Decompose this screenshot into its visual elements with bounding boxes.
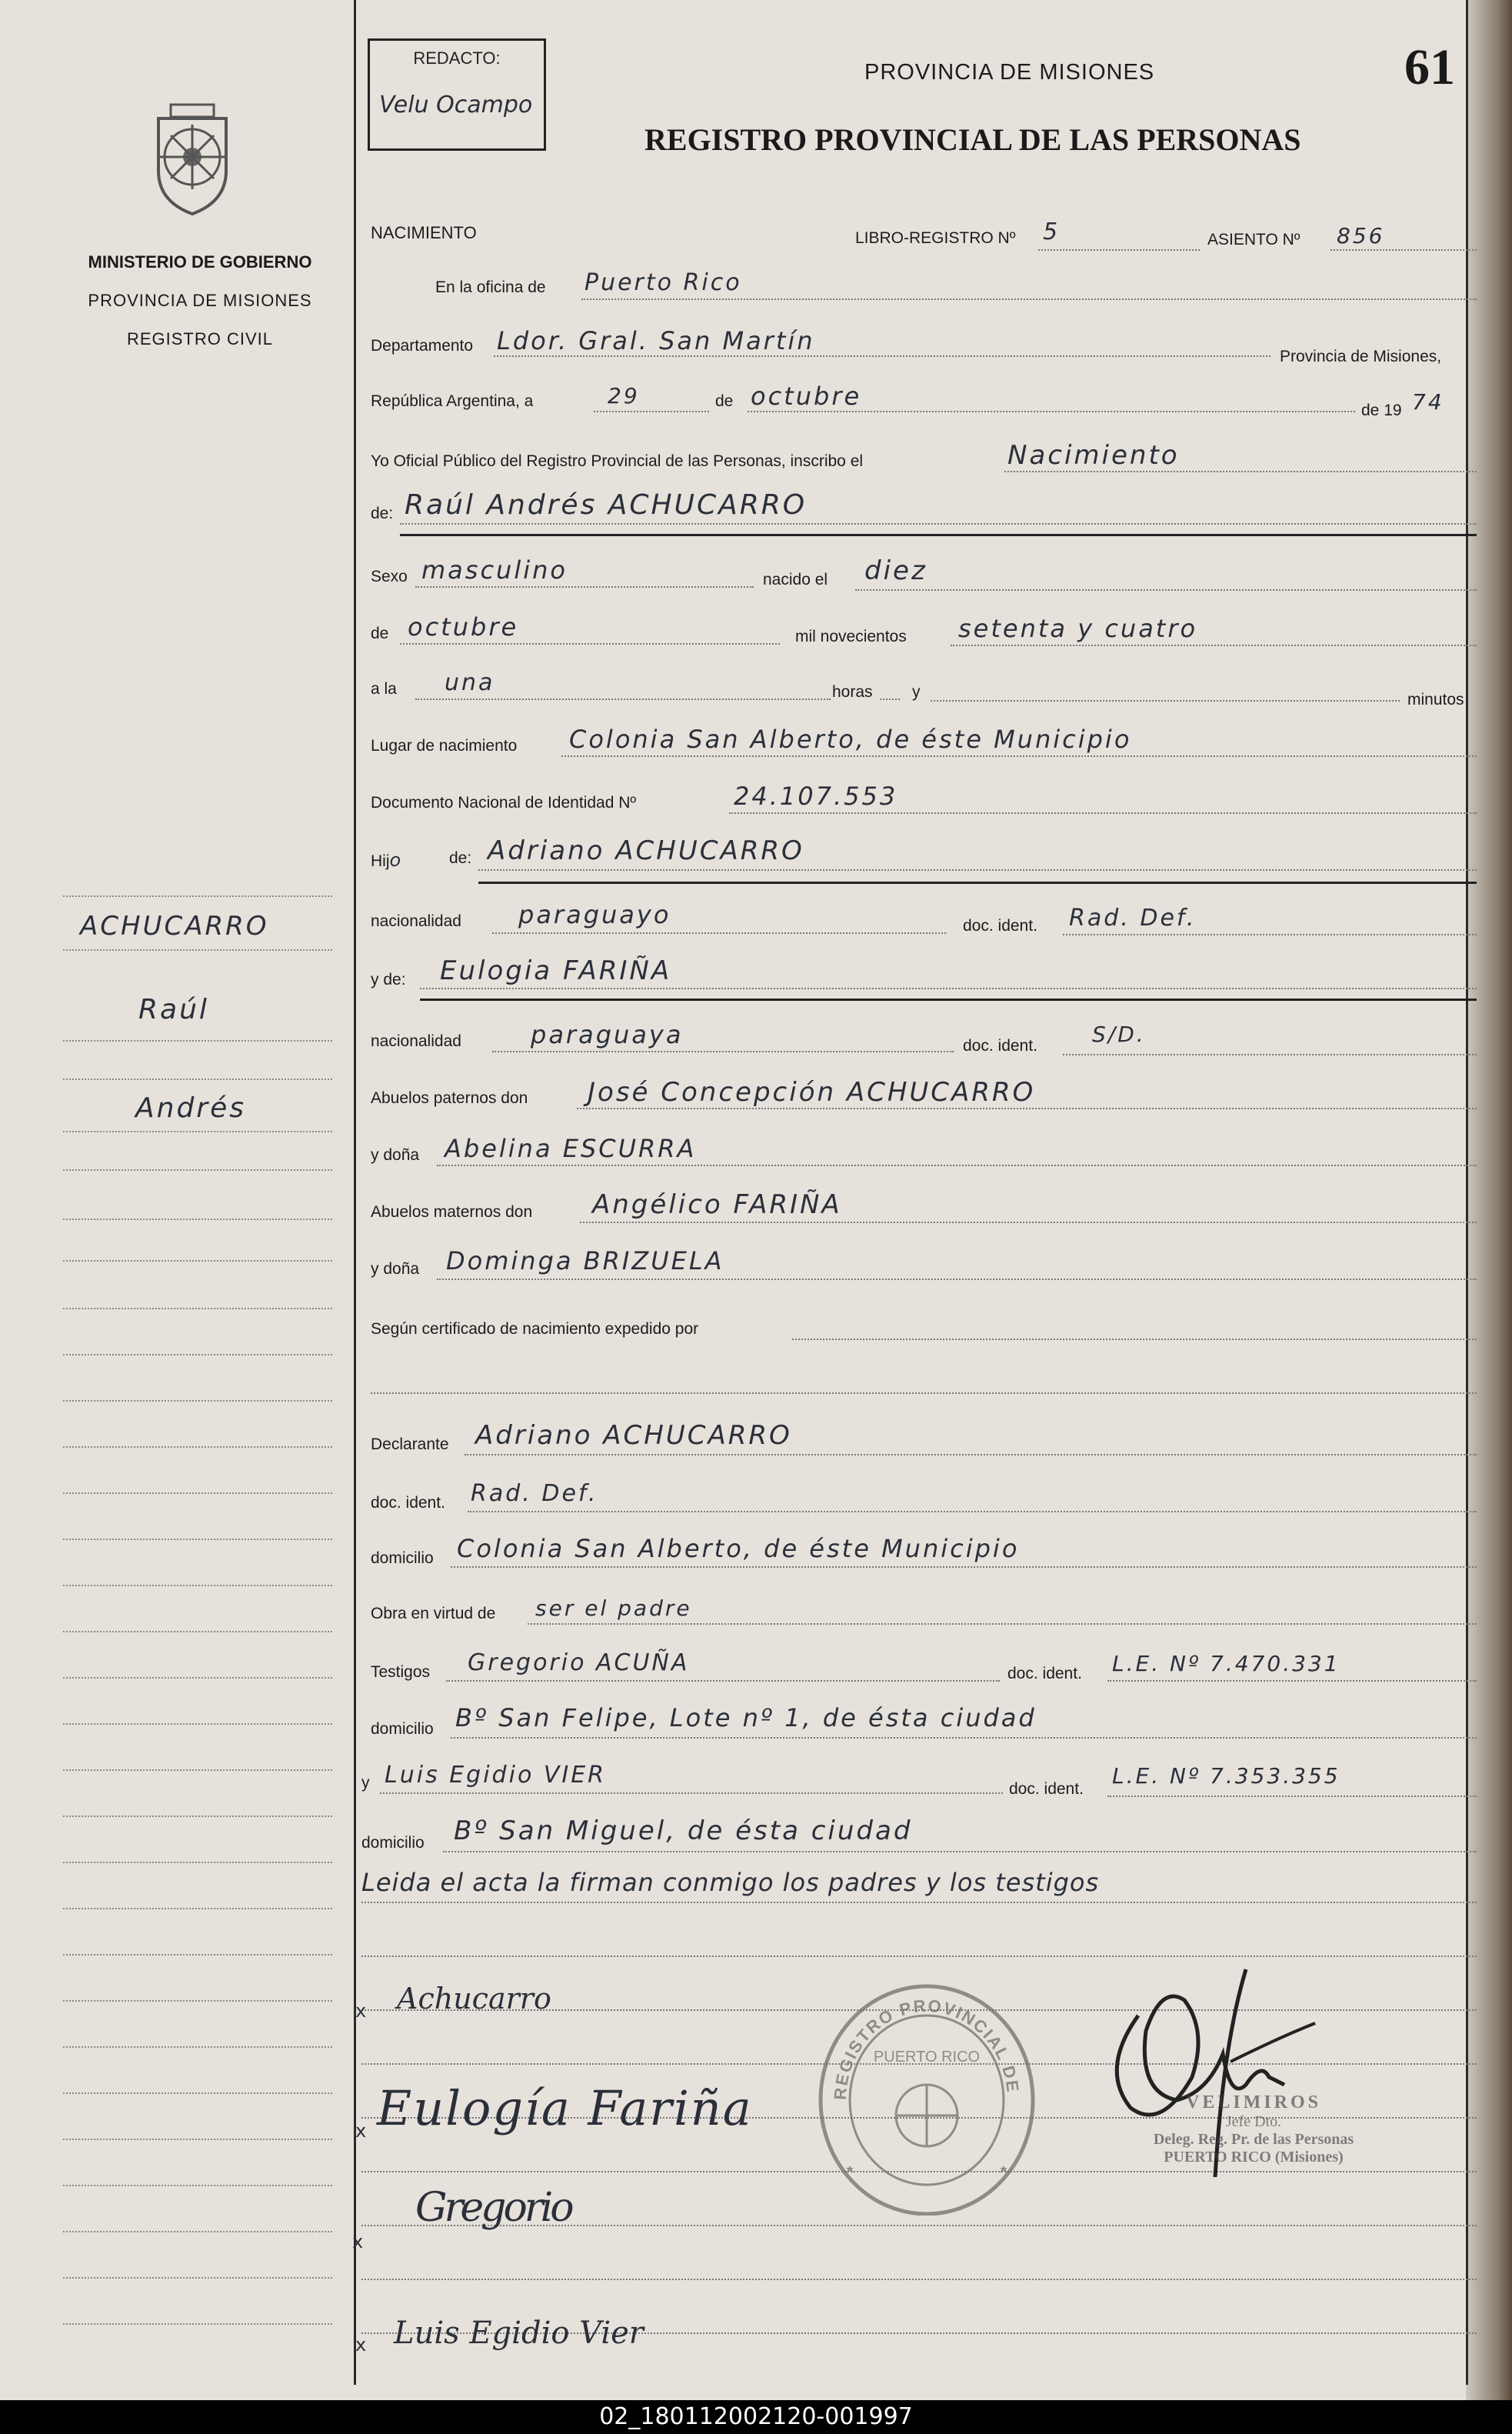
margin-line xyxy=(63,2000,332,2002)
testigo2-doc-line xyxy=(1107,1795,1477,1797)
redacto-signature: Velu Ocampo xyxy=(379,92,533,118)
a-la-label: a la xyxy=(371,680,397,698)
lugar-label: Lugar de nacimiento xyxy=(371,737,518,755)
margin-line xyxy=(63,1908,332,1909)
republica-label: República Argentina, a xyxy=(371,392,534,410)
y-dona-pat-label: y doña xyxy=(371,1146,420,1164)
domicilio-line xyxy=(451,1566,1477,1568)
ministry-province: PROVINCIA DE MISIONES xyxy=(88,291,312,310)
signature-1: Achucarro xyxy=(397,1982,551,2016)
testigo1-doc-line xyxy=(1107,1680,1477,1682)
margin-line xyxy=(63,1446,332,1448)
anio-letras-value: setenta y cuatro xyxy=(958,614,1198,643)
doc-padre-line xyxy=(1063,934,1477,935)
departamento-line xyxy=(494,355,1271,357)
y-dona-mat-label: y doña xyxy=(371,1260,420,1278)
dni-line xyxy=(729,812,1477,814)
redacto-box xyxy=(368,38,546,151)
leida-line xyxy=(361,1902,1477,1903)
testigo1-dom-line xyxy=(451,1737,1477,1739)
hora-line xyxy=(415,699,831,700)
testigo1-line xyxy=(446,1680,1000,1682)
abuela-pat-line xyxy=(437,1165,1477,1166)
doc-ident-testigo1-label: doc. ident. xyxy=(1007,1665,1082,1682)
nombre-dots xyxy=(400,523,1477,525)
margin-line xyxy=(63,1169,332,1171)
nacido-line xyxy=(855,589,1477,591)
domicilio-label: domicilio xyxy=(371,1549,434,1567)
doc-madre-value: S/D. xyxy=(1092,1022,1146,1047)
svg-text:REGISTRO PROVINCIAL DE LAS PER xyxy=(815,1977,1023,2100)
doc-ident-padre-label: doc. ident. xyxy=(963,917,1037,935)
margin-line xyxy=(63,2185,332,2186)
margin-line xyxy=(63,1040,332,1042)
abuela-pat-value: Abelina ESCURRA xyxy=(445,1134,697,1163)
hijo-de-label: de: xyxy=(449,849,472,867)
domicilio-value: Colonia San Alberto, de éste Municipio xyxy=(457,1534,1020,1563)
margin-line xyxy=(63,1308,332,1309)
madre-dots xyxy=(420,988,1477,989)
abuelo-pat-line xyxy=(577,1108,1477,1109)
hijo-label xyxy=(371,849,401,871)
de-mes-label: de xyxy=(371,625,389,642)
signature-4: Luis Egidio Vier xyxy=(394,2316,644,2351)
y-de-label: y de: xyxy=(371,971,406,989)
abuelos-paternos-label: Abuelos paternos don xyxy=(371,1089,528,1107)
mes-value: octubre xyxy=(751,382,862,411)
doc-madre-line xyxy=(1063,1054,1477,1055)
certificado-line-2 xyxy=(371,1392,1477,1394)
image-id-footer: 02_180112002120-001997 xyxy=(0,2400,1512,2434)
padre-dots xyxy=(478,869,1477,871)
abuela-mat-line xyxy=(437,1279,1477,1280)
right-border-line xyxy=(1466,0,1468,2385)
margin-line xyxy=(63,2139,332,2140)
madre-underline xyxy=(420,999,1477,1001)
doc-ident-declarante-label: doc. ident. xyxy=(371,1494,445,1512)
hijo-prefix: Hij xyxy=(371,852,390,870)
margin-line xyxy=(63,1539,332,1540)
nac-madre-line xyxy=(492,1051,954,1052)
margin-line xyxy=(63,1862,332,1863)
nac-madre-value: paraguaya xyxy=(531,1020,684,1049)
dni-label: Documento Nacional de Identidad Nº xyxy=(371,794,637,812)
margin-surname: ACHUCARRO xyxy=(80,911,269,942)
signature-2: Eulogía Fariña xyxy=(377,2080,753,2136)
abuela-mat-value: Dominga BRIZUELA xyxy=(446,1246,724,1275)
margin-line xyxy=(63,895,332,897)
signature-line xyxy=(361,2279,1477,2280)
certificado-line xyxy=(792,1339,1477,1340)
stamp-line-1: VELIMIROS xyxy=(1185,2092,1322,2112)
leida-value: Leida el acta la firman conmigo los padres y los testigos xyxy=(361,1868,1100,1897)
hijo-suffix: o xyxy=(389,849,401,871)
nac-padre-value: paraguayo xyxy=(518,900,671,929)
nacionalidad-madre-label: nacionalidad xyxy=(371,1032,461,1050)
testigo1-dom: Bº San Felipe, Lote nº 1, de ésta ciudad xyxy=(455,1703,1037,1732)
registry-heading: REGISTRO PROVINCIAL DE LAS PERSONAS xyxy=(644,122,1301,157)
nacido-value: diez xyxy=(864,555,928,586)
nac-padre-line xyxy=(492,932,946,934)
doc-padre-value: Rad. Def. xyxy=(1069,905,1197,932)
domicilio-testigo1-label: domicilio xyxy=(371,1720,434,1738)
lugar-line xyxy=(561,755,1477,757)
margin-line xyxy=(63,1723,332,1725)
declarante-label: Declarante xyxy=(371,1435,449,1453)
abuelos-maternos-label: Abuelos maternos don xyxy=(371,1203,533,1221)
signature-3: Gregorio xyxy=(415,2185,571,2231)
padre-value: Adriano ACHUCARRO xyxy=(488,835,804,866)
obra-label: Obra en virtud de xyxy=(371,1605,496,1622)
padre-underline xyxy=(478,882,1477,884)
nacionalidad-padre-label: nacionalidad xyxy=(371,912,461,930)
doc-ident-testigo2-label: doc. ident. xyxy=(1009,1780,1084,1798)
testigo2-value: Luis Egidio VIER xyxy=(385,1762,606,1789)
sexo-line xyxy=(415,586,754,588)
stamp-line-2: Jefe Dto. xyxy=(1225,2113,1282,2130)
margin-line xyxy=(63,1354,332,1355)
declarante-line xyxy=(465,1454,1477,1455)
mes-line xyxy=(748,411,1355,412)
hora-value: una xyxy=(445,669,495,696)
mes2-line xyxy=(400,643,780,645)
minutos-line xyxy=(931,700,1400,702)
oficina-label: En la oficina de xyxy=(435,278,546,296)
left-border-line xyxy=(354,0,356,2385)
obra-value: ser el padre xyxy=(535,1595,692,1621)
libro-value: 5 xyxy=(1043,218,1061,245)
redacto-label: REDACTO: xyxy=(413,48,501,68)
page-number: 61 xyxy=(1404,39,1455,95)
stamp-line-4: PUERTO RICO (Misiones) xyxy=(1164,2149,1344,2166)
margin-line xyxy=(63,2323,332,2325)
margin-name-1: Raúl xyxy=(138,994,209,1025)
margin-line xyxy=(63,1631,332,1632)
asiento-label: ASIENTO Nº xyxy=(1207,231,1301,248)
testigos-label: Testigos xyxy=(371,1663,431,1681)
declarante-value: Adriano ACHUCARRO xyxy=(475,1420,792,1451)
inscribo-value: Nacimiento xyxy=(1007,440,1180,471)
page-edge xyxy=(1466,0,1512,2400)
departamento-label: Departamento xyxy=(371,337,474,355)
y-horas-label: y xyxy=(912,683,921,701)
abuelo-mat-value: Angélico FARIÑA xyxy=(592,1189,842,1220)
margin-line xyxy=(63,1131,332,1132)
oficina-value: Puerto Rico xyxy=(584,269,742,296)
lugar-value: Colonia San Alberto, de éste Municipio xyxy=(569,725,1132,754)
ministry-registry: REGISTRO CIVIL xyxy=(126,329,274,348)
margin-line xyxy=(63,949,332,951)
asiento-line xyxy=(1330,249,1477,251)
x-mark-3: x xyxy=(352,2231,366,2252)
abuelo-mat-line xyxy=(580,1222,1477,1223)
asiento-value: 856 xyxy=(1337,223,1385,248)
anio-label: de 19 xyxy=(1361,402,1402,419)
margin-line xyxy=(63,2277,332,2279)
dia-line xyxy=(594,411,709,412)
dni-value: 24.107.553 xyxy=(734,782,898,811)
x-mark-1: x xyxy=(355,2000,369,2022)
official-stamp xyxy=(1107,2092,1400,2166)
sexo-value: masculino xyxy=(421,555,568,585)
nombre-value: Raúl Andrés ACHUCARRO xyxy=(405,489,808,521)
ministry-seal-icon xyxy=(148,102,237,217)
mes2-value: octubre xyxy=(408,612,519,642)
yo-oficial-label: Yo Oficial Público del Registro Provincial de las Personas, inscribo el xyxy=(371,452,864,470)
testigo1-doc: L.E. Nº 7.470.331 xyxy=(1112,1651,1340,1676)
departamento-value: Ldor. Gral. San Martín xyxy=(497,326,815,355)
doc-declarante-line xyxy=(468,1511,1477,1512)
seal-arc-text: REGISTRO PROVINCIAL DE xyxy=(830,1996,1023,2101)
seal-inner-text: PUERTO RICO xyxy=(873,2049,981,2066)
x-mark-2: x xyxy=(355,2120,369,2142)
nacimiento-label: NACIMIENTO xyxy=(371,223,477,242)
stamp-line-3: Deleg. Reg. Pr. de las Personas xyxy=(1153,2131,1354,2148)
libro-line xyxy=(1038,249,1200,251)
ministry-title: MINISTERIO DE GOBIERNO xyxy=(88,252,312,272)
margin-line xyxy=(63,1677,332,1679)
mil-novecientos-label: mil novecientos xyxy=(795,628,907,645)
provincia-label: Provincia de Misiones, xyxy=(1280,348,1442,365)
oficina-line xyxy=(581,298,1477,300)
anio-value: 74 xyxy=(1412,389,1444,415)
de-nombre-label: de: xyxy=(371,505,394,522)
certificado-label: Según certificado de nacimiento expedido por xyxy=(371,1320,699,1338)
inscribo-line xyxy=(1004,471,1477,472)
anio-letras-line xyxy=(951,645,1477,646)
nacido-label: nacido el xyxy=(763,571,828,588)
margin-line xyxy=(63,1769,332,1771)
sexo-label: Sexo xyxy=(371,568,408,585)
testigo2-doc: L.E. Nº 7.353.355 xyxy=(1112,1763,1340,1789)
province-heading: PROVINCIA DE MISIONES xyxy=(864,60,1155,85)
margin-line xyxy=(63,1079,332,1080)
obra-line xyxy=(528,1623,1477,1625)
de-label: de xyxy=(715,392,734,410)
testigo1-value: Gregorio ACUÑA xyxy=(468,1649,690,1676)
dia-value: 29 xyxy=(608,383,640,408)
doc-ident-madre-label: doc. ident. xyxy=(963,1037,1037,1055)
horas-label: horas xyxy=(832,683,873,701)
margin-line xyxy=(63,1954,332,1956)
abuelo-pat-value: José Concepción ACHUCARRO xyxy=(588,1077,1036,1108)
margin-line xyxy=(63,2046,332,2048)
margin-line xyxy=(63,1219,332,1220)
x-mark-4: x xyxy=(355,2334,369,2356)
testigo2-dom: Bº San Miguel, de ésta ciudad xyxy=(454,1815,913,1846)
domicilio-testigo2-label: domicilio xyxy=(361,1834,425,1852)
margin-name-2: Andrés xyxy=(135,1092,246,1124)
horas-line xyxy=(880,699,900,700)
testigo2-line xyxy=(380,1792,1003,1794)
margin-line xyxy=(63,1815,332,1817)
margin-line xyxy=(63,1585,332,1586)
registry-round-seal xyxy=(815,1977,1038,2216)
doc-declarante-value: Rad. Def. xyxy=(471,1480,598,1507)
minutos-label: minutos xyxy=(1407,691,1464,709)
margin-line xyxy=(63,2231,332,2232)
libro-label: LIBRO-REGISTRO Nº xyxy=(855,229,1016,247)
madre-value: Eulogia FARIÑA xyxy=(440,955,672,986)
margin-line xyxy=(63,1492,332,1494)
y-testigo2-label: y xyxy=(361,1774,370,1792)
nombre-underline xyxy=(400,534,1477,536)
testigo2-dom-line xyxy=(443,1851,1477,1852)
margin-line xyxy=(63,1260,332,1262)
margin-line xyxy=(63,1400,332,1402)
margin-line xyxy=(63,2092,332,2094)
